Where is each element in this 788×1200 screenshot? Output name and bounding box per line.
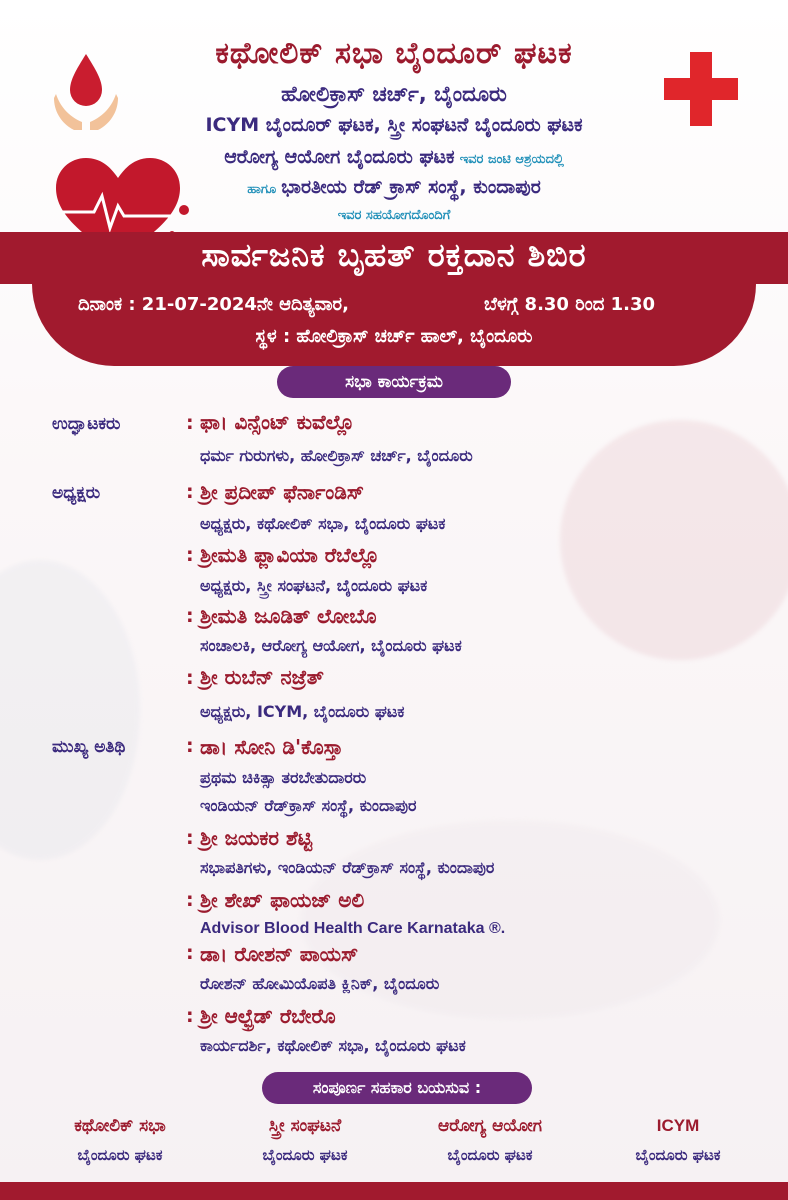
person-desc: ಅಧ್ಯಕ್ಷರು, ಕಥೋಲಿಕ್ ಸಭಾ, ಬೈಂದೂರು ಘಟಕ: [200, 514, 446, 533]
program-title: ಸಭಾ ಕಾರ್ಯಕ್ರಮ: [277, 366, 511, 398]
header-line-4-main: ಆರೋಗ್ಯ ಆಯೋಗ ಬೈಂದೂರು ಘಟಕ: [224, 146, 455, 168]
person-desc: ಕಾರ್ಯದರ್ಶಿ, ಕಥೋಲಿಕ್ ಸಭಾ, ಬೈಂದೂರು ಘಟಕ: [200, 1036, 466, 1055]
person-desc: ಧರ್ಮ ಗುರುಗಳು, ಹೋಲಿಕ್ರಾಸ್ ಚರ್ಚ್, ಬೈಂದೂರು: [200, 446, 473, 465]
person-name: ಶ್ರೀಮತಿ ಜೂಡಿತ್ ಲೋಬೊ: [200, 604, 377, 628]
footer-org-sub: ಬೈಂದೂರು ಘಟಕ: [447, 1146, 533, 1164]
person-desc: ಸಭಾಪತಿಗಳು, ಇಂಡಿಯನ್ ರೆಡ್‌ಕ್ರಾಸ್ ಸಂಸ್ಥೆ, ಕುಂದಾಪುರ: [200, 858, 495, 877]
role-chief-guest: ಮುಖ್ಯ ಅತಿಥಿ: [52, 737, 126, 757]
event-date: ದಿನಾಂಕ : 21-07-2024ನೇ ಆದಿತ್ಯವಾರ,: [78, 294, 349, 315]
header-line-5-lead: ಹಾಗೂ: [247, 182, 277, 197]
footer-org-sub: ಬೈಂದೂರು ಘಟಕ: [262, 1146, 348, 1164]
person-name: ಡಾ। ರೋಶನ್ ಪಾಯಸ್: [200, 942, 359, 966]
separator-colon: :: [186, 1005, 194, 1027]
person-desc: Advisor Blood Health Care Karnataka ®.: [200, 920, 506, 937]
event-time: ಬೆಳಗ್ಗೆ 8.30 ರಿಂದ 1.30: [484, 294, 655, 315]
header-line-6: ಇವರ ಸಹಯೋಗದೊಂದಿಗೆ: [337, 208, 451, 223]
event-venue: ಸ್ಥಳ : ಹೋಲಿಕ್ರಾಸ್ ಚರ್ಚ್ ಹಾಲ್, ಬೈಂದೂರು: [255, 326, 533, 347]
person-name: ಶ್ರೀ ಶೇಖ್ ಫಾಯಜ್ ಅಲಿ: [200, 888, 365, 912]
org-title: ಕಥೋಲಿಕ್ ಸಭಾ ಬೈಂದೂರ್ ಘಟಕ: [215, 36, 573, 71]
separator-colon: :: [186, 605, 194, 627]
person-name: ಶ್ರೀ ರುಬೆನ್ ನಜ್ರೆತ್: [200, 665, 324, 689]
separator-colon: :: [186, 889, 194, 911]
person-name: ಫಾ। ವಿನ್ಸೆಂಟ್ ಕುವೆಲ್ಲೊ: [200, 410, 355, 434]
role-inaugurator: ಉದ್ಘಾಟಕರು: [52, 414, 121, 434]
person-name: ಶ್ರೀಮತಿ ಫ್ಲಾವಿಯಾ ರೆಬೆಲ್ಲೊ: [200, 543, 380, 567]
header-line-5-main: ಭಾರತೀಯ ರೆಡ್ ಕ್ರಾಸ್ ಸಂಸ್ಥೆ, ಕುಂದಾಪುರ: [281, 176, 541, 198]
person-desc: ಅಧ್ಯಕ್ಷರು, ಸ್ತ್ರೀ ಸಂಘಟನೆ, ಬೈಂದೂರು ಘಟಕ: [200, 576, 428, 595]
header-line-4-tail: ಇವರ ಜಂಟಿ ಆಶ್ರಯದಲ್ಲಿ: [459, 152, 564, 167]
church-name: ಹೋಲಿಕ್ರಾಸ್ ಚರ್ಚ್, ಬೈಂದೂರು: [281, 82, 507, 106]
header-line-3: ICYM ಬೈಂದೂರ್ ಘಟಕ, ಸ್ತ್ರೀ ಸಂಘಟನೆ ಬೈಂದೂರು ಘಟಕ: [205, 114, 583, 136]
role-president: ಅಧ್ಯಕ್ಷರು: [52, 483, 101, 503]
person-desc: ಇಂಡಿಯನ್ ರೆಡ್‌ಕ್ರಾಸ್ ಸಂಸ್ಥೆ, ಕುಂದಾಪುರ: [200, 796, 417, 815]
person-desc: ಪ್ರಥಮ ಚಿಕಿತ್ಸಾ ತರಬೇತುದಾರರು: [200, 768, 367, 787]
person-desc: ರೋಶನ್ ಹೋಮಿಯೊಪತಿ ಕ್ಲಿನಿಕ್, ಬೈಂದೂರು: [200, 974, 440, 993]
separator-colon: :: [186, 481, 194, 503]
person-name: ಶ್ರೀ ಪ್ರದೀಪ್ ಫೆರ್ನಾಂಡಿಸ್: [200, 480, 364, 504]
background-decoration: [560, 420, 788, 660]
background-decoration: [0, 560, 140, 860]
person-name: ಶ್ರೀ ಆಲ್ಫ್ರೆಡ್ ರೆಬೇರೊ: [200, 1004, 336, 1028]
separator-colon: :: [186, 827, 194, 849]
person-desc: ಅಧ್ಯಕ್ಷರು, ICYM, ಬೈಂದೂರು ಘಟಕ: [200, 702, 405, 721]
bottom-bar: [0, 1182, 788, 1200]
separator-colon: :: [186, 667, 194, 689]
header-line-4: [0, 146, 788, 168]
footer-org-sub: ಬೈಂದೂರು ಘಟಕ: [635, 1146, 721, 1164]
separator-colon: :: [186, 735, 194, 757]
date-venue-box: [32, 284, 756, 366]
footer-org-name: ಆರೋಗ್ಯ ಆಯೋಗ: [438, 1116, 542, 1136]
separator-colon: :: [186, 412, 194, 434]
footer-org-name: ಕಥೋಲಿಕ್ ಸಭಾ: [74, 1116, 166, 1136]
person-desc: ಸಂಚಾಲಕಿ, ಆರೋಗ್ಯ ಆಯೋಗ, ಬೈಂದೂರು ಘಟಕ: [200, 636, 462, 655]
person-name: ಶ್ರೀ ಜಯಕರ ಶೆಟ್ಟಿ: [200, 826, 313, 850]
support-title: ಸಂಪೂರ್ಣ ಸಹಕಾರ ಬಯಸುವ :: [262, 1072, 532, 1104]
header-line-5: [0, 176, 788, 198]
footer-org-name: ICYM: [656, 1116, 700, 1135]
person-name: ಡಾ। ಸೋನಿ ಡಿ'ಕೊಸ್ತಾ: [200, 735, 344, 759]
event-title: ಸಾರ್ವಜನಿಕ ಬೃಹತ್ ರಕ್ತದಾನ ಶಿಬಿರ: [201, 236, 587, 274]
separator-colon: :: [186, 942, 194, 964]
separator-colon: :: [186, 544, 194, 566]
footer-org-name: ಸ್ತ್ರೀ ಸಂಘಟನೆ: [268, 1116, 342, 1136]
footer-org-sub: ಬೈಂದೂರು ಘಟಕ: [77, 1146, 163, 1164]
